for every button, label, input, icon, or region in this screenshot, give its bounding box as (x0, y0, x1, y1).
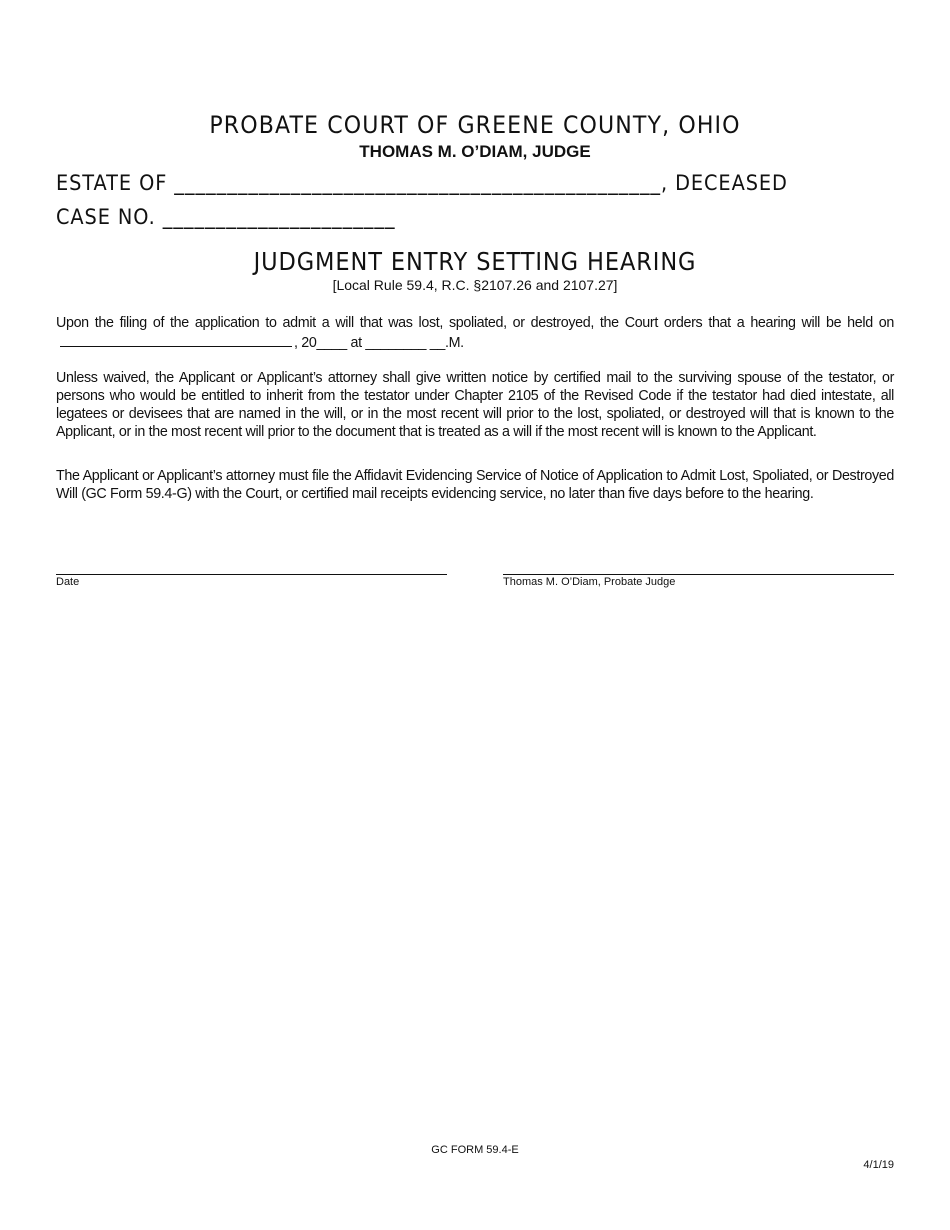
date-signature-line[interactable] (56, 574, 447, 575)
court-name: PROBATE COURT OF GREENE COUNTY, OHIO (209, 111, 741, 139)
document-title: JUDGMENT ENTRY SETTING HEARING (253, 247, 697, 276)
judge-signature-label: Thomas M. O’Diam, Probate Judge (503, 576, 676, 588)
revision-date: 4/1/19 (863, 1159, 894, 1171)
notice-paragraph: Unless waived, the Applicant or Applicant’s attorney shall give written notice by certified mail to the surviving spouse of the testator, or persons who would be entitled to inherit from the testator under Chapter 2105 of the Revised Code if the testator had died intestate, all legatees or devisees that are named in the will, or in the most recent will prior to the lost, spoliated, or destroyed will that is known to the Applicant, or in the most recent will prior to the document that is treated as a will if the most recent will is known to the Applicant. (56, 370, 894, 440)
judge-signature-line[interactable] (503, 574, 894, 575)
date-label: Date (56, 576, 80, 588)
hearing-text: Upon the filing of the application to admit a will that was lost, spoliated, or destroyed, the Court orders that a hearing will be held on (56, 315, 894, 331)
hearing-time-text: , 20____ at ________ __.M. (294, 335, 464, 351)
case-number-field[interactable]: CASE NO. ______________________ (56, 205, 396, 229)
hearing-date-field[interactable] (60, 332, 292, 347)
form-number: GC FORM 59.4-E (431, 1144, 519, 1156)
judge-name: THOMAS M. O’DIAM, JUDGE (359, 142, 591, 161)
estate-of-field[interactable]: ESTATE OF ______________________________________________, DECEASED (56, 171, 788, 195)
document-subtitle: [Local Rule 59.4, R.C. §2107.26 and 2107.27] (332, 277, 618, 293)
affidavit-paragraph: The Applicant or Applicant’s attorney must file the Affidavit Evidencing Service of Notice of Application to Admit Lost, Spoliated, or Destroyed Will (GC Form 59.4-G) with the Court, or certified mail receipts evidencing service, no later than five days before to the hearing. (56, 468, 894, 502)
hearing-paragraph (56, 314, 894, 352)
